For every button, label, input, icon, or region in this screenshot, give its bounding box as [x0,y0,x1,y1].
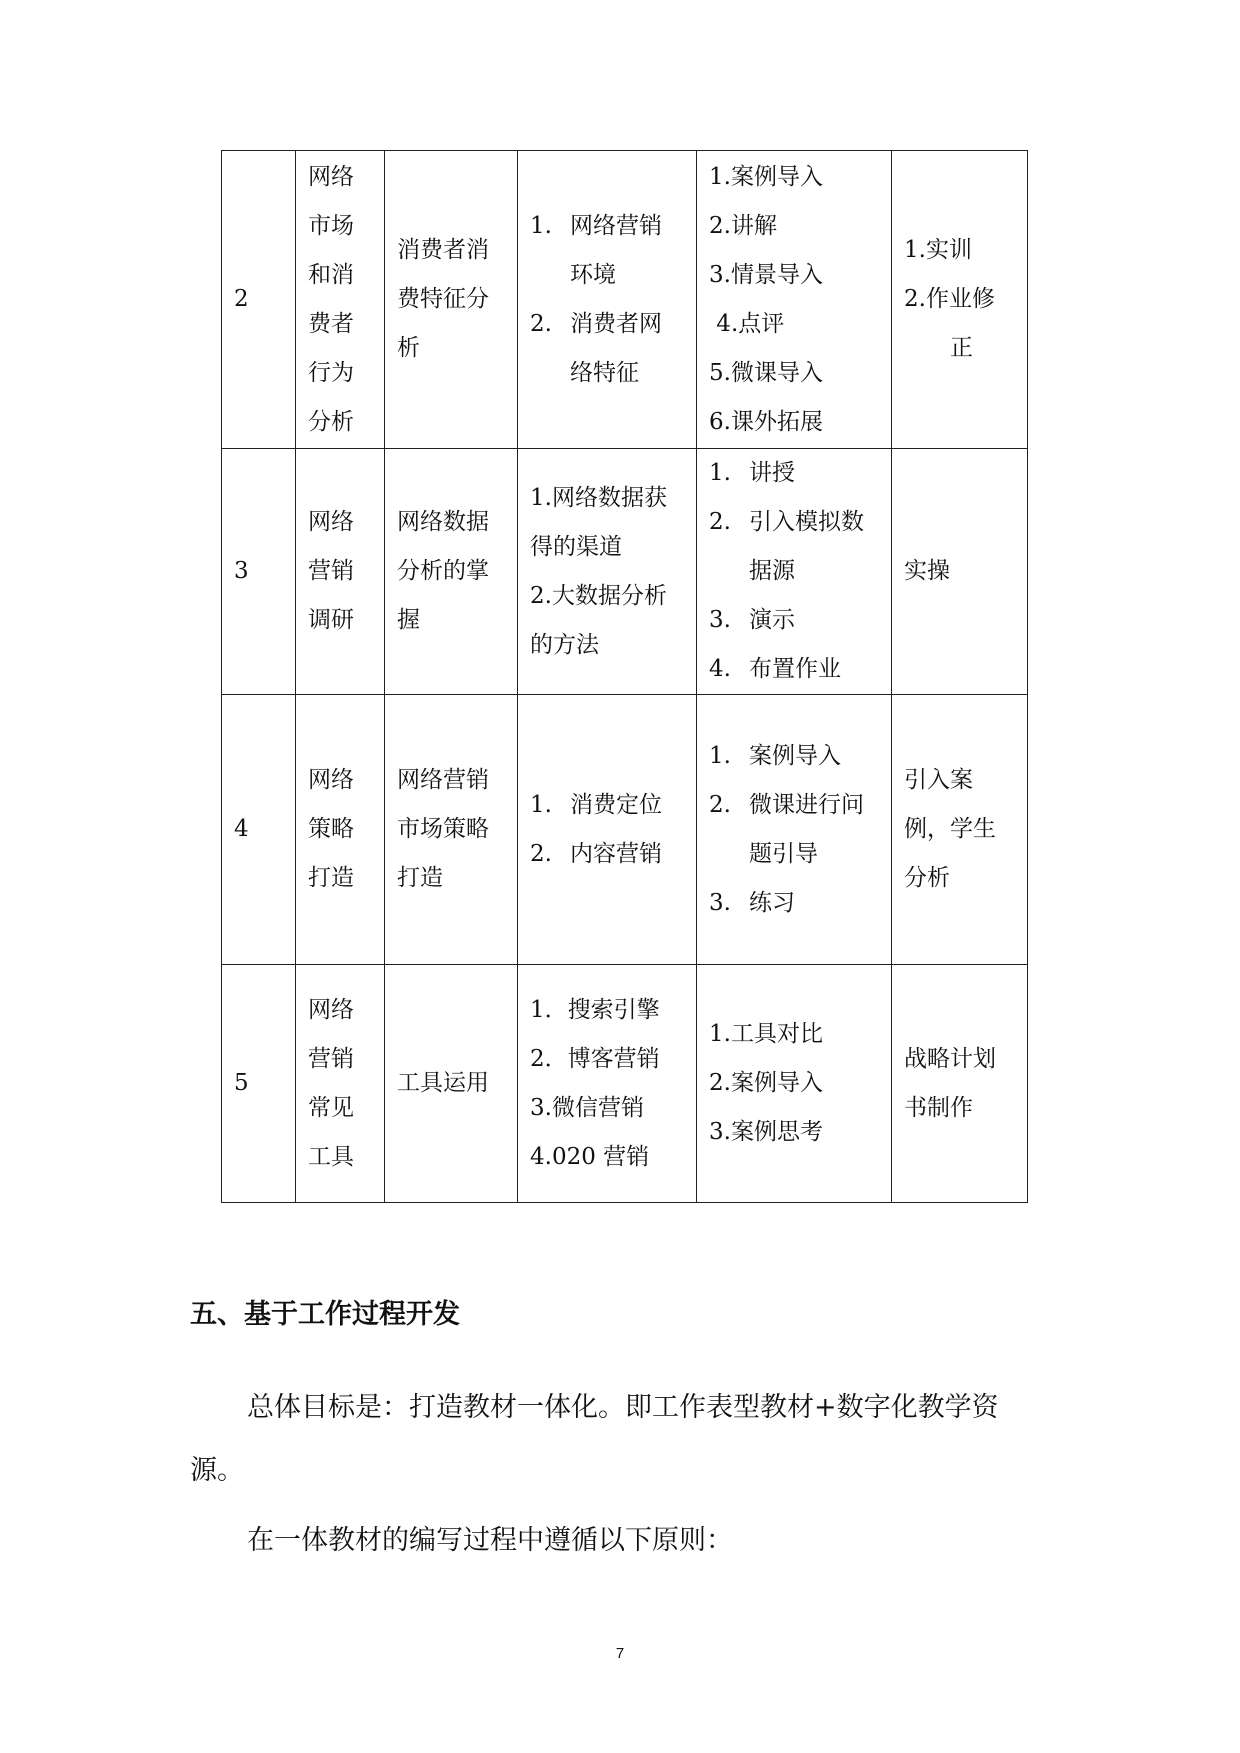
content-cell: 1.网络数据获 得的渠道 2.大数据分析 的方法 [518,449,697,695]
assessment-cell: 引入案 例，学生 分析 [892,695,1028,965]
paragraph-principles: 在一体教材的编写过程中遵循以下原则： [247,1525,733,1556]
methods-cell: 1. 讲授 2. 引入模拟数 据源 3. 演示 4. 布置作业 [697,449,892,695]
methods-cell: 1.案例导入 2.讲解 3.情景导入 4.点评 5.微课导入 6.课外拓展 [697,151,892,449]
assessment-cell: 战略计划 书制作 [892,965,1028,1203]
section-heading: 五、基于工作过程开发 [190,1299,460,1330]
content-cell: 1．搜索引擎 2．博客营销 3.微信营销 4.020 营销 [518,965,697,1203]
methods-cell: 1.工具对比 2.案例导入 3.案例思考 [697,965,892,1203]
module-cell: 网络 策略 打造 [296,695,385,965]
page-number: 7 [615,1645,625,1662]
row-number: 4 [222,695,296,965]
table-row [222,151,1028,449]
methods-cell: 1. 案例导入 2. 微课进行问 题引导 3. 练习 [697,695,892,965]
paragraph-goal-line1: 总体目标是：打造教材一体化。即工作表型教材+数字化教学资 [247,1392,999,1423]
table-row [222,695,1028,965]
row-number: 5 [222,965,296,1203]
paragraph-goal-line2: 源。 [190,1455,244,1486]
topic-cell: 工具运用 [385,965,518,1203]
module-cell: 网络 营销 调研 [296,449,385,695]
table-row [222,965,1028,1203]
topic-cell: 网络数据 分析的掌 握 [385,449,518,695]
module-cell: 网络 市场 和消 费者 行为 分析 [296,151,385,449]
content-cell: 1. 消费定位 2. 内容营销 [518,695,697,965]
row-number: 2 [222,151,296,449]
content-cell: 1. 网络营销 环境 2. 消费者网 络特征 [518,151,697,449]
module-cell: 网络 营销 常见 工具 [296,965,385,1203]
assessment-cell: 实操 [892,449,1028,695]
assessment-cell: 1.实训 2.作业修 正 [892,151,1028,449]
topic-cell: 网络营销 市场策略 打造 [385,695,518,965]
topic-cell: 消费者消 费特征分 析 [385,151,518,449]
row-number: 3 [222,449,296,695]
curriculum-table [221,150,1028,1203]
table-row [222,449,1028,695]
